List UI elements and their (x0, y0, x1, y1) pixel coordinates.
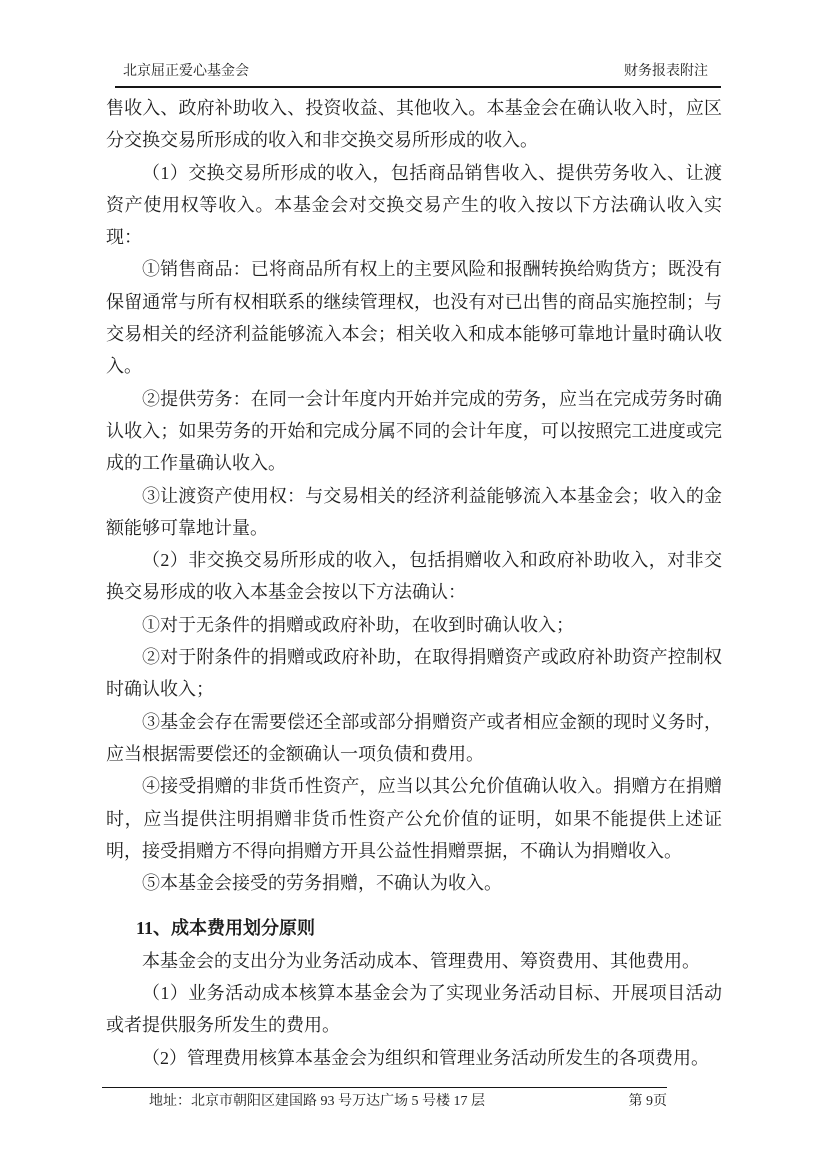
page-header (115, 62, 721, 96)
paragraph: （2）管理费用核算本基金会为组织和管理业务活动所发生的各项费用。 (142, 1047, 709, 1068)
paragraph: 本基金会的支出分为业务活动成本、管理费用、筹资费用、其他费用。 (142, 950, 700, 971)
section-heading: 11、成本费用划分原则 (136, 918, 316, 939)
paragraph: ②提供劳务：在同一会计年度内开始并完成的劳务，应当在完成劳务时确认收入；如果劳务的开始和完成分属不同的会计年度，可以按照完工进度或完成的工作量确认收入。 (106, 388, 722, 474)
paragraph: （1）交换交易所形成的收入，包括商品销售收入、提供劳务收入、让渡资产使用权等收入。本基金会对交换交易产生的收入按以下方法确认收入实现： (106, 162, 722, 248)
paragraph: ①销售商品：已将商品所有权上的主要风险和报酬转换给购货方；既没有保留通常与所有权相联系的继续管理权，也没有对已出售的商品实施控制；与交易相关的经济利益能够流入本会；相关收入和成本能够可靠地计量时确认收入。 (106, 259, 722, 377)
header-document-title: 财务报表附注 (624, 64, 708, 79)
paragraph: ③基金会存在需要偿还全部或部分捐赠资产或者相应金额的现时义务时，应当根据需要偿还的金额确认一项负债和费用。 (106, 711, 722, 764)
paragraph: 售收入、政府补助收入、投资收益、其他收入。本基金会在确认收入时，应区分交换交易所形成的收入和非交换交易所形成的收入。 (106, 98, 722, 151)
footer-address: 地址：北京市朝阳区建国路 93 号万达广场 5 号楼 17 层 (149, 1094, 485, 1109)
paragraph: ④接受捐赠的非货币性资产，应当以其公允价值确认收入。捐赠方在捐赠时，应当提供注明捐赠非货币性资产公允价值的证明，如果不能提供上述证明，接受捐赠方不得向捐赠方开具公益性捐赠票据，不确认为捐赠收入。 (106, 776, 722, 861)
page-footer (102, 1092, 667, 1112)
paragraph: ②对于附条件的捐赠或政府补助，在取得捐赠资产或政府补助资产控制权时确认收入； (106, 647, 722, 700)
footer-rule (102, 1087, 667, 1088)
header-rule (115, 86, 721, 88)
paragraph: ③让渡资产使用权：与交易相关的经济利益能够流入本基金会；收入的金额能够可靠地计量。 (106, 485, 722, 538)
footer-page-number: 第 9页 (628, 1094, 667, 1109)
paragraph: ①对于无条件的捐赠或政府补助，在收到时确认收入； (142, 614, 574, 635)
paragraph: （2）非交换交易所形成的收入，包括捐赠收入和政府补助收入，对非交换交易形成的收入本基金会按以下方法确认： (106, 550, 722, 603)
document-body (106, 92, 722, 1074)
header-organization-name: 北京屈正爱心基金会 (123, 64, 249, 79)
paragraph: （1）业务活动成本核算本基金会为了实现业务活动目标、开展项目活动或者提供服务所发生的费用。 (106, 983, 722, 1036)
paragraph: ⑤本基金会接受的劳务捐赠，不确认为收入。 (142, 873, 502, 894)
